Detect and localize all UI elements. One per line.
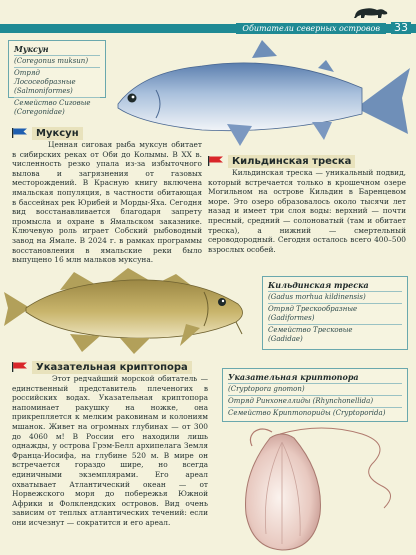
- kildin-cod-title: Кильдинская треска: [228, 155, 355, 168]
- species-family: Семейство Сиговые (Coregonidae): [14, 99, 91, 116]
- species-latin: (Coregonus muksun): [14, 56, 100, 68]
- red-book-flag-icon: [208, 156, 224, 166]
- species-name: Муксун: [14, 44, 100, 56]
- kildin-cod-text: Кильдинская треска — уникальный подвид, который встречается только в крошечном озере Могильном на острове Кильдин в Баренцевом море. Это озеро образовалось около тысячи лет назад и имеет три слоя воды: верхний — почти пресный, средний — солоноватый (там и обитает треска), а нижний — смертельный сероводородный. Сегодня осталось всего 400–500 взрослых особей.: [208, 168, 406, 254]
- red-book-flag-icon: [12, 128, 28, 138]
- species-latin: (Gadus morhua kildinensis): [268, 292, 402, 304]
- species-family: Семейство Криптопориды (Cryptoporida): [228, 409, 386, 417]
- species-order: Отряд Трескообразные (Gadiformes): [268, 304, 402, 325]
- cryptopora-shell-illustration: [222, 424, 412, 552]
- species-order: Отряд Лососеобразные (Salmoniformes): [14, 68, 100, 98]
- muksun-fish-illustration: [112, 38, 412, 148]
- cryptopora-text: Этот редчайший морской обитатель — единственный представитель плеченогих в российских водах. Указательная криптопора напоминает ракушку на ножке, она прикрепляется к мелким раковинам и колониям мшанок. Живет на огромных глубинах — от 300 до 4060 м! В России его находили лишь однажды, у острова Грэм-Белл архипелага Земля Франца-Иосифа, на глубине 520 м. В мире он встречается гораздо шире, но всегда единичными экземплярами. Его ареал охватывает Атлантический океан — от Норвежского моря до побережья Южной Африки и Фолклендских островов. Вид очень зависим от теплых атлантических течений: если они исчезнут — сократится и его ареал.: [12, 374, 208, 527]
- species-name: Кильдинская треска: [268, 280, 402, 292]
- species-order: Отряд Ринхонеллиды (Rhynchonellida): [228, 396, 402, 408]
- chapter-title: Обитатели северных островов: [236, 23, 386, 34]
- polar-bear-icon: [353, 4, 389, 20]
- species-name: Указательная криптопора: [228, 372, 402, 384]
- red-book-flag-icon: [12, 362, 28, 372]
- page-header: [0, 0, 416, 32]
- cryptopora-info-card: [222, 368, 408, 422]
- muksun-title: Муксун: [32, 127, 83, 140]
- kildin-cod-info-card: [262, 276, 408, 350]
- page-number: 33: [391, 22, 411, 34]
- muksun-info-card: [8, 40, 106, 116]
- kildin-cod-fish-illustration: [0, 264, 256, 356]
- muksun-text: Ценная сиговая рыба муксун обитает в сибирских реках от Оби до Колымы. В XX в. численность резко упала из-за избыточного вылова и загрязнения от газовых месторождений. В Красную книгу включена ямальская популяция, в частности обитающая в бассейнах рек Юрибей и Морды-Яха. Сегодня вид восстанавливается благодаря запрету промысла и охране в Ямальском заказнике. Ключевую роль играет Собский рыбоводный завод на Ямале. В 2024 г. в рамках программы восстановления в ямальские реки было выпущено 16 млн мальков муксуна.: [12, 140, 202, 265]
- cryptopora-title: Указательная криптопора: [32, 361, 192, 374]
- species-latin: (Cryptopora gnomon): [228, 384, 402, 396]
- species-family: Семейство Тресковые (Gadidae): [268, 326, 353, 343]
